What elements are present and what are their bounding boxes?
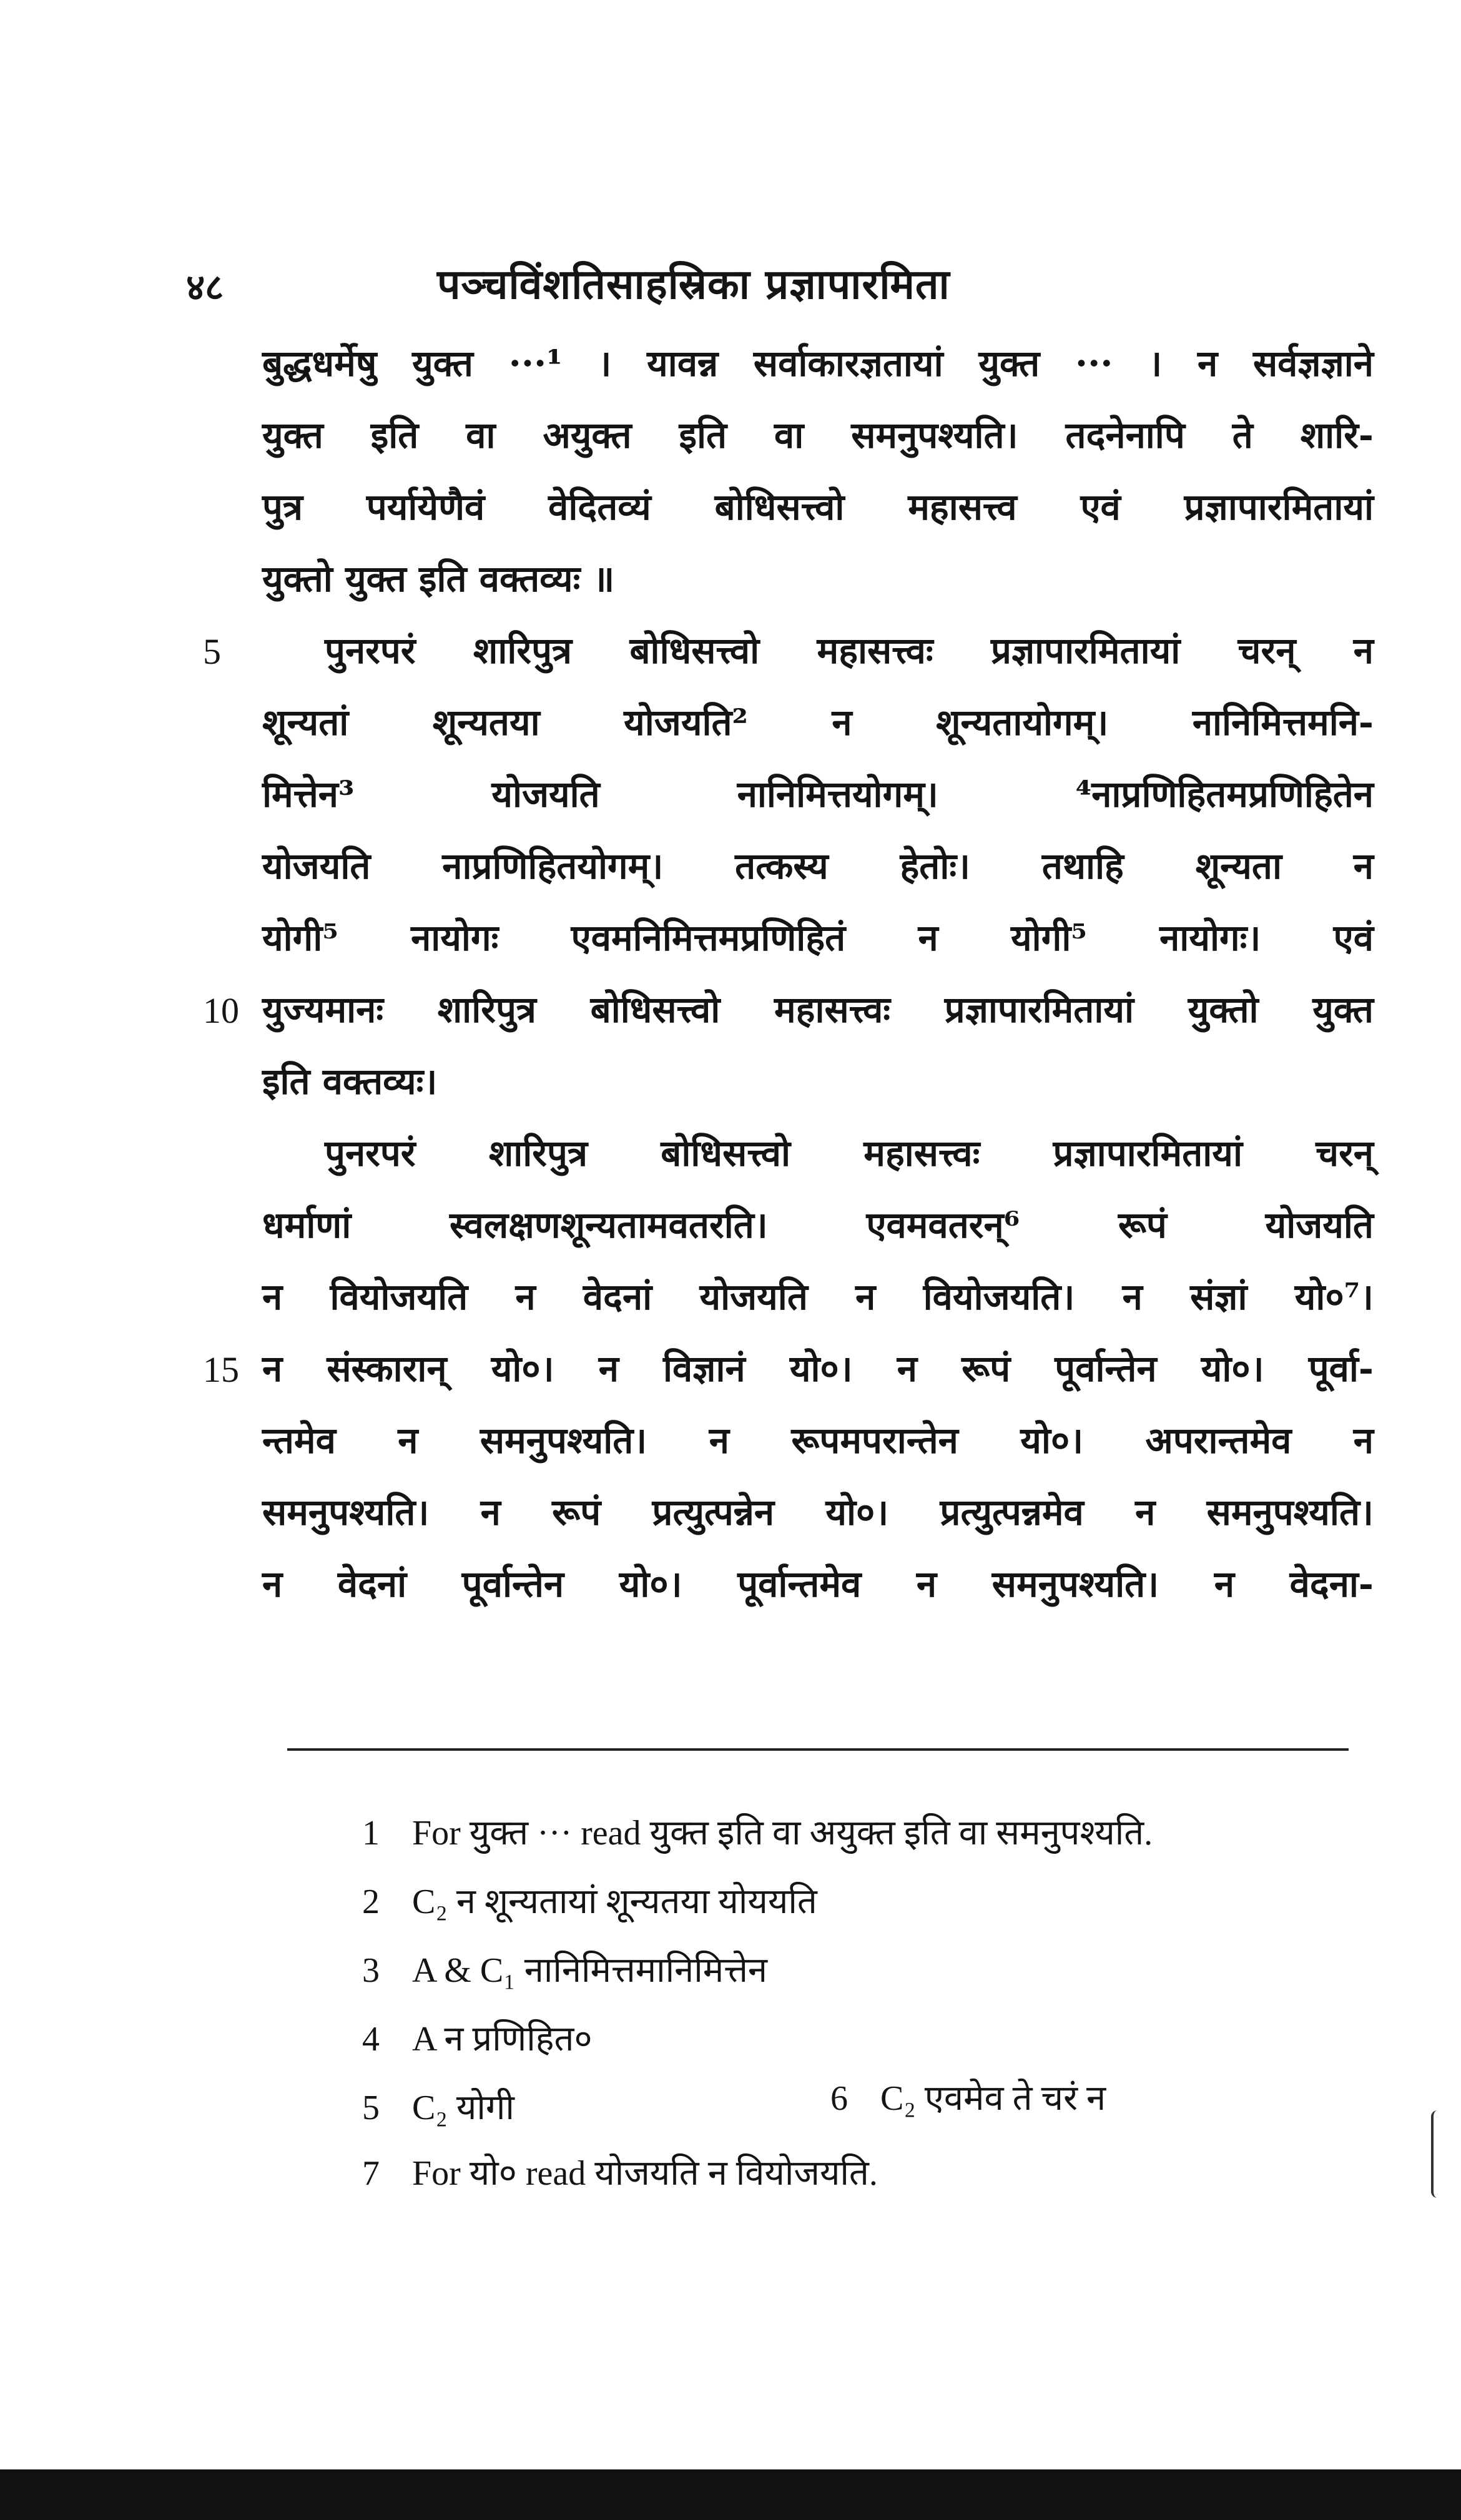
footnote-text: C₂ न शून्यतायां शून्यतया योययति — [412, 1883, 817, 1921]
footnote-number: 6 — [830, 2079, 848, 2118]
text-line: युक्त इति वा अयुक्त इति वा समनुपश्यति। तदनेनापि ते शारि- — [262, 414, 1374, 456]
footnote-text: A न प्रणिहित० — [412, 2020, 593, 2059]
footnote-text: For युक्त ··· read युक्त इति वा अयुक्त इति वा समनुपश्यति. — [412, 1814, 1153, 1853]
footnote-text: C₂ एवमेव ते चरं न — [880, 2079, 1106, 2118]
footnote-text: C₂ योगी — [412, 2089, 514, 2127]
page-number: ४८ — [186, 266, 224, 308]
text-line: योजयति नाप्रणिहितयोगम्। तत्कस्य हेतोः। तथाहि शून्यता न — [262, 845, 1374, 887]
line-number: 15 — [203, 1349, 239, 1390]
text-line: इति वक्तव्यः। — [262, 1060, 438, 1103]
footnote — [362, 1808, 1153, 1855]
footnote-number: 5 — [362, 2089, 380, 2127]
footnote — [362, 2148, 878, 2195]
footnote — [830, 2073, 1106, 2120]
footnote-number: 1 — [362, 1814, 380, 1853]
footnote-text: For यो० read योजयति न वियोजयति. — [412, 2154, 878, 2193]
footnote-divider — [287, 1748, 1349, 1751]
footnote — [362, 1945, 767, 1992]
text-line: युज्यमानः शारिपुत्र बोधिसत्त्वो महासत्त्वः प्रज्ञापारमितायां युक्तो युक्त — [262, 988, 1374, 1031]
footnote — [362, 2082, 514, 2130]
text-line: योगी⁵ नायोगः एवमनिमित्तमप्रणिहितं न योगी⁵ नायोगः। एवं — [262, 917, 1374, 959]
text-line: पुनरपरं शारिपुत्र बोधिसत्त्वो महासत्त्वः प्रज्ञापारमितायां चरन् — [325, 1132, 1374, 1174]
text-line: समनुपश्यति। न रूपं प्रत्युत्पन्नेन यो०। प्रत्युत्पन्नमेव न समनुपश्यति। — [262, 1491, 1374, 1533]
text-line: न वेदनां पूर्वान्तेन यो०। पूर्वान्तमेव न समनुपश्यति। न वेदना- — [262, 1563, 1374, 1605]
footnote-text: A & C₁ नानिमित्तमानिमित्तेन — [412, 1951, 767, 1990]
text-line: युक्तो युक्त इति वक्तव्यः ॥ — [262, 558, 615, 600]
line-number: 10 — [203, 990, 239, 1031]
text-line: मित्तेन³ योजयति नानिमित्तयोगम्। ⁴नाप्रणिहितमप्रणिहितेन — [262, 773, 1374, 815]
line-number: 5 — [203, 631, 221, 672]
text-line: न वियोजयति न वेदनां योजयति न वियोजयति। न संज्ञां यो०⁷। — [262, 1276, 1374, 1318]
margin-mark — [1431, 2110, 1437, 2198]
scan-bottom-edge — [0, 2469, 1461, 2520]
footnote-number: 2 — [362, 1883, 380, 1921]
footnote-number: 4 — [362, 2020, 380, 2059]
footnote-number: 3 — [362, 1951, 380, 1990]
text-line: न संस्कारान् यो०। न विज्ञानं यो०। न रूपं पूर्वान्तेन यो०। पूर्वा- — [262, 1347, 1374, 1390]
running-header-title: पञ्चविंशतिसाहस्रिका प्रज्ञापारमिता — [437, 260, 950, 308]
footnote-number: 7 — [362, 2154, 380, 2193]
text-line: बुद्धधर्मेषु युक्त ···¹ । यावन्न सर्वाकारज्ञतायां युक्त ··· । न सर्वज्ञज्ञाने — [262, 342, 1374, 385]
footnote — [362, 2014, 593, 2061]
text-line: पुनरपरं शारिपुत्र बोधिसत्त्वो महासत्त्वः प्रज्ञापारमितायां चरन् न — [325, 629, 1374, 672]
footnote — [362, 1876, 817, 1924]
text-line: न्तमेव न समनुपश्यति। न रूपमपरान्तेन यो०। अपरान्तमेव न — [262, 1419, 1374, 1462]
text-line: शून्यतां शून्यतया योजयति² न शून्यतायोगम्। नानिमित्तमनि- — [262, 701, 1374, 744]
text-line: पुत्र पर्यायेणैवं वेदितव्यं बोधिसत्त्वो महासत्त्व एवं प्रज्ञापारमितायां — [262, 486, 1374, 528]
text-line: धर्माणां स्वलक्षणशून्यतामवतरति। एवमवतरन्⁶ रूपं योजयति — [262, 1204, 1374, 1246]
